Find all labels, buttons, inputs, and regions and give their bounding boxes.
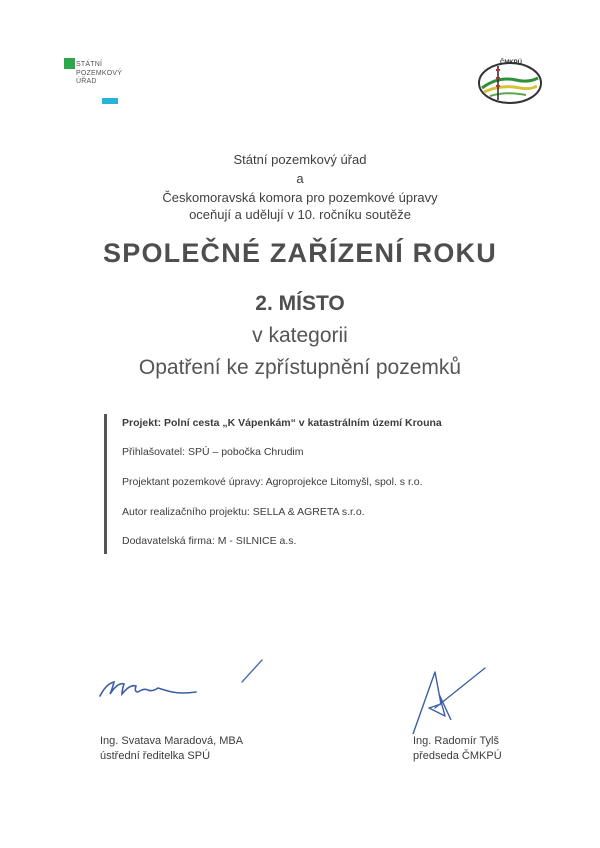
spu-logo-cyan-bar [102, 98, 118, 104]
signatory-left [100, 734, 243, 764]
signature-left [92, 654, 272, 704]
supplier: Dodavatelská firma: M - SILNICE a.s. [122, 535, 297, 547]
project-details [104, 414, 557, 554]
category-prefix: v kategorii [252, 324, 348, 347]
spu-logo-green-square [64, 58, 75, 69]
signature-left-icon [92, 654, 272, 704]
signature-right-icon [405, 664, 495, 736]
spu-logo-line-3: ÚŘAD [76, 78, 97, 85]
cmkpu-logo [476, 58, 544, 106]
award-statement-line: oceňují a udělují v 10. ročníku soutěže [189, 207, 411, 222]
conjunction-line: a [296, 171, 304, 186]
award-title: SPOLEČNÉ ZAŘÍZENÍ ROKU [103, 238, 497, 268]
signature-right [405, 664, 495, 736]
project-name: Projekt: Polní cesta „K Vápenkám“ v katastrálním území Krouna [122, 417, 442, 429]
spu-logo-line-1: STÁTNÍ [76, 61, 103, 68]
chamber-line: Českomoravská komora pro pozemkové úpravy [162, 190, 438, 205]
implementation-author: Autor realizačního projektu: SELLA & AGRETA s.r.o. [122, 506, 365, 518]
award-place: 2. MÍSTO [255, 292, 345, 315]
signatory-left-name: Ing. Svatava Maradová, MBA [100, 735, 244, 747]
signatory-left-role: ústřední ředitelka SPÚ [100, 750, 211, 762]
applicant: Přihlašovatel: SPÚ – pobočka Chrudim [122, 446, 304, 458]
signatory-right-name: Ing. Radomír Tylš [413, 735, 499, 747]
spu-logo-line-2: POZEMKOVÝ [76, 69, 123, 77]
designer: Projektant pozemkové úpravy: Agroprojekce Litomyšl, spol. s r.o. [122, 476, 423, 488]
spu-logo-text [76, 61, 122, 87]
signatory-right [413, 734, 502, 764]
signatory-right-role: předseda ČMKPÚ [413, 750, 502, 762]
issuer-line: Státní pozemkový úřad [233, 152, 367, 167]
spu-logo [64, 58, 124, 106]
category-name: Opatření ke zpřístupnění pozemků [138, 356, 462, 379]
cmkpu-logo-label: ČMKPÚ [500, 60, 522, 66]
